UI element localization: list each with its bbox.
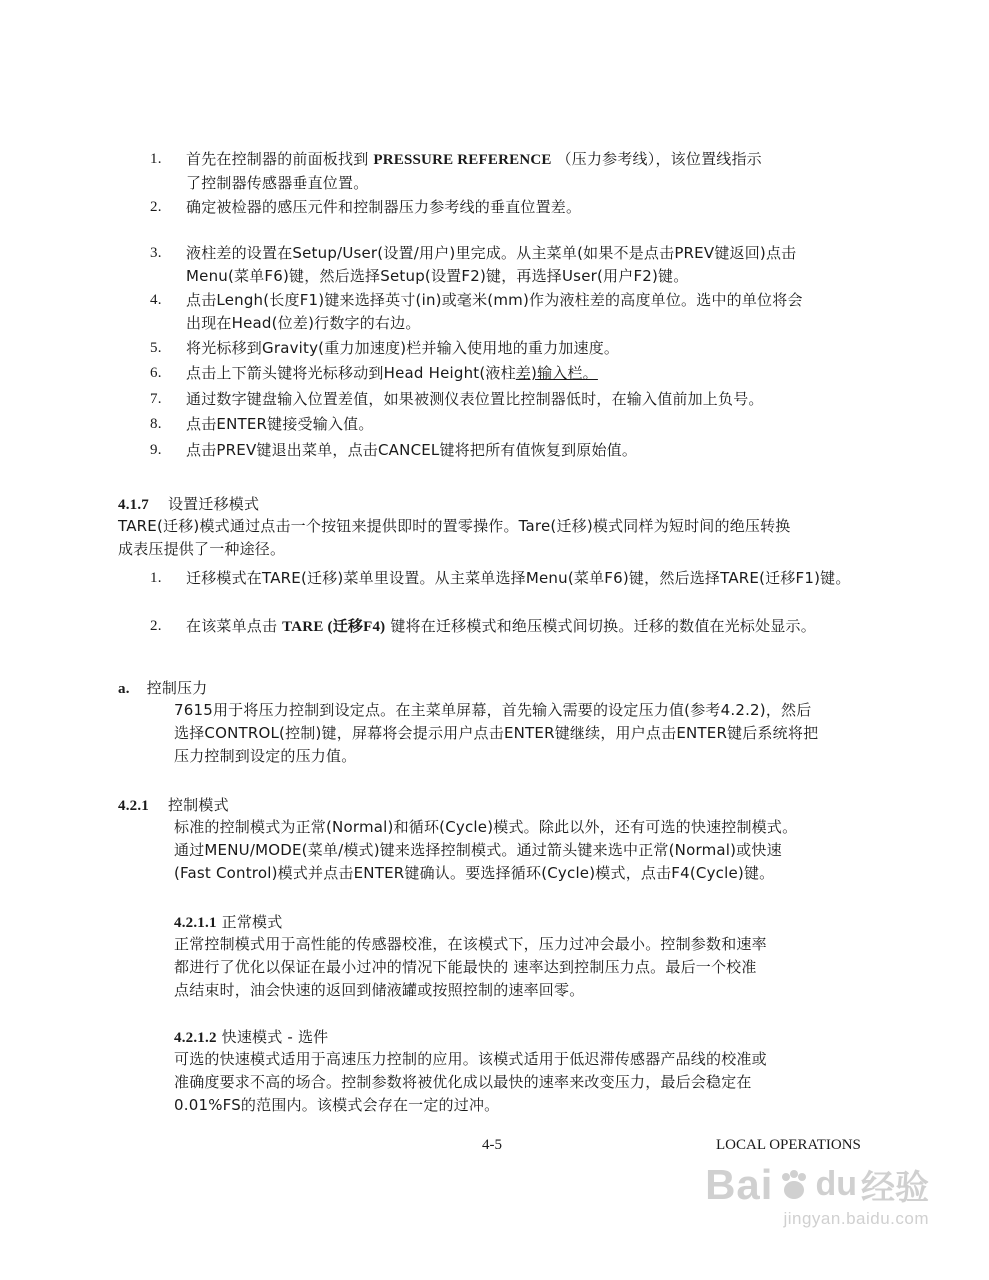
list-text: 迁移模式在TARE(迁移)菜单里设置。从主菜单选择Menu(菜单F6)键，然后选择TARE(迁移F1)键。	[186, 569, 851, 587]
section-heading	[174, 911, 282, 935]
section-paragraph	[174, 1048, 914, 1117]
list-text: 出现在Head(位差)行数字的右边。	[186, 314, 421, 332]
section-number: 4.2.1.2	[174, 1030, 217, 1046]
paragraph-line: 0.01%FS的范围内。该模式会存在一定的过冲。	[174, 1096, 500, 1114]
paragraph-line: 成表压提供了一种途径。	[118, 540, 286, 558]
paragraph-line: TARE(迁移)模式通过点击一个按钮来提供即时的置零操作。Tare(迁移)模式同样为短时间的绝压转换	[118, 517, 791, 535]
list-text: 键将在迁移模式和绝压模式间切换。迁移的数值在光标处显示。	[385, 617, 816, 635]
list-text: Menu(菜单F6)键，然后选择Setup(设置F2)键，再选择User(用户F2)键。	[186, 267, 689, 285]
paragraph-line: 都进行了优化以保证在最小过冲的情况下能最快的 速率达到控制压力点。最后一个校准	[174, 958, 757, 976]
tare-key-label: 迁移	[332, 617, 364, 635]
section-title: 设置迁移模式	[167, 495, 260, 513]
list-text: 点击Lengh(长度F1)键来选择英寸(in)或毫米(mm)作为液柱差的高度单位。选中的单位将会	[186, 291, 803, 309]
paragraph-line: 通过MENU/MODE(菜单/模式)键来选择控制模式。通过箭头键来选中正常(Normal)或快速	[174, 841, 782, 859]
section-heading	[118, 677, 207, 701]
paragraph-line: 点结束时，油会快速的返回到储液罐或按照控制的速率回零。	[174, 981, 585, 999]
tare-key-label: TARE (	[282, 619, 333, 635]
paragraph-line: 可选的快速模式适用于高速压力控制的应用。该模式适用于低迟滞传感器产品线的校准或	[174, 1050, 767, 1068]
section-title: 快速模式 - 选件	[216, 1028, 329, 1046]
list-text: 首先在控制器的前面板找到	[186, 150, 374, 168]
list-text: （压力参考线），该位置线指示	[551, 150, 762, 168]
tare-key-label: F4)	[363, 619, 386, 635]
section-number: 4.2.1.1	[174, 915, 217, 931]
list-number: 2.	[150, 199, 162, 215]
paragraph-line: 选择CONTROL(控制)键，屏幕将会提示用户点击ENTER键继续，用户点击ENTER键后系统将把	[174, 724, 819, 742]
list-number: 4.	[150, 292, 162, 308]
section-paragraph	[174, 933, 914, 1002]
section-heading	[118, 493, 259, 517]
list-text: 确定被检器的感压元件和控制器压力参考线的垂直位置差。	[186, 198, 582, 216]
baidu-watermark	[705, 1160, 929, 1229]
section-title: 正常模式	[216, 913, 283, 931]
list-text: 液柱差的设置在Setup/User(设置/用户)里完成。从主菜单(如果不是点击PREV键返回)点击	[186, 244, 797, 262]
list-text: 点击PREV键退出菜单，点击CANCEL键将把所有值恢复到原始值。	[186, 441, 638, 459]
underlined-text: 差)输入栏。	[515, 364, 598, 382]
list-number: 3.	[150, 245, 162, 261]
list-number: 5.	[150, 340, 162, 356]
section-paragraph	[174, 816, 914, 885]
watermark-brand: Bai	[705, 1160, 774, 1208]
section-paragraph	[174, 699, 914, 768]
list-text: 将光标移到Gravity(重力加速度)栏并输入使用地的重力加速度。	[186, 339, 620, 357]
list-text: 点击上下箭头键将光标移动到Head Height(液柱	[186, 364, 516, 382]
section-number: 4.2.1	[118, 798, 149, 814]
footer-section-title: LOCAL OPERATIONS	[716, 1137, 861, 1153]
paragraph-line: 7615用于将压力控制到设定点。在主菜单屏幕，首先输入需要的设定压力值(参考4.2.2)，然后	[174, 701, 812, 719]
list-text: 在该菜单点击	[186, 617, 283, 635]
list-text: 通过数字键盘输入位置差值，如果被测仪表位置比控制器低时，在输入值前加上负号。	[186, 390, 764, 408]
paragraph-line: 准确度要求不高的场合。控制参数将被优化成以最快的速率来改变压力，最后会稳定在	[174, 1073, 752, 1091]
list-number: 9.	[150, 442, 162, 458]
page-number: 4-5	[482, 1137, 502, 1153]
watermark-cn: 经验	[861, 1168, 929, 1208]
section-heading	[174, 1026, 328, 1050]
paragraph-line: (Fast Control)模式并点击ENTER键确认。要选择循环(Cycle)模式，点击F4(Cycle)键。	[174, 864, 775, 882]
paw-icon	[777, 1168, 811, 1202]
list-number: 1.	[150, 570, 162, 586]
section-title: 控制压力	[146, 679, 208, 697]
list-number: 2.	[150, 618, 162, 634]
list-text: 了控制器传感器垂直位置。	[186, 174, 369, 192]
section-paragraph	[118, 515, 918, 561]
list-number: 1.	[150, 151, 162, 167]
pressure-reference-label: PRESSURE REFERENCE	[373, 152, 552, 168]
watermark-url: jingyan.baidu.com	[783, 1209, 929, 1228]
section-title: 控制模式	[167, 796, 229, 814]
paragraph-line: 标准的控制模式为正常(Normal)和循环(Cycle)模式。除此以外，还有可选的快速控制模式。	[174, 818, 798, 836]
list-number: 8.	[150, 416, 162, 432]
section-heading	[118, 794, 229, 818]
watermark-du: du	[815, 1165, 857, 1203]
list-number: 6.	[150, 365, 162, 381]
section-number: 4.1.7	[118, 497, 149, 513]
list-text: 点击ENTER键接受输入值。	[186, 415, 374, 433]
paragraph-line: 压力控制到设定的压力值。	[174, 747, 357, 765]
list-number: 7.	[150, 391, 162, 407]
section-number: a.	[118, 681, 130, 697]
paragraph-line: 正常控制模式用于高性能的传感器校准，在该模式下，压力过冲会最小。控制参数和速率	[174, 935, 767, 953]
